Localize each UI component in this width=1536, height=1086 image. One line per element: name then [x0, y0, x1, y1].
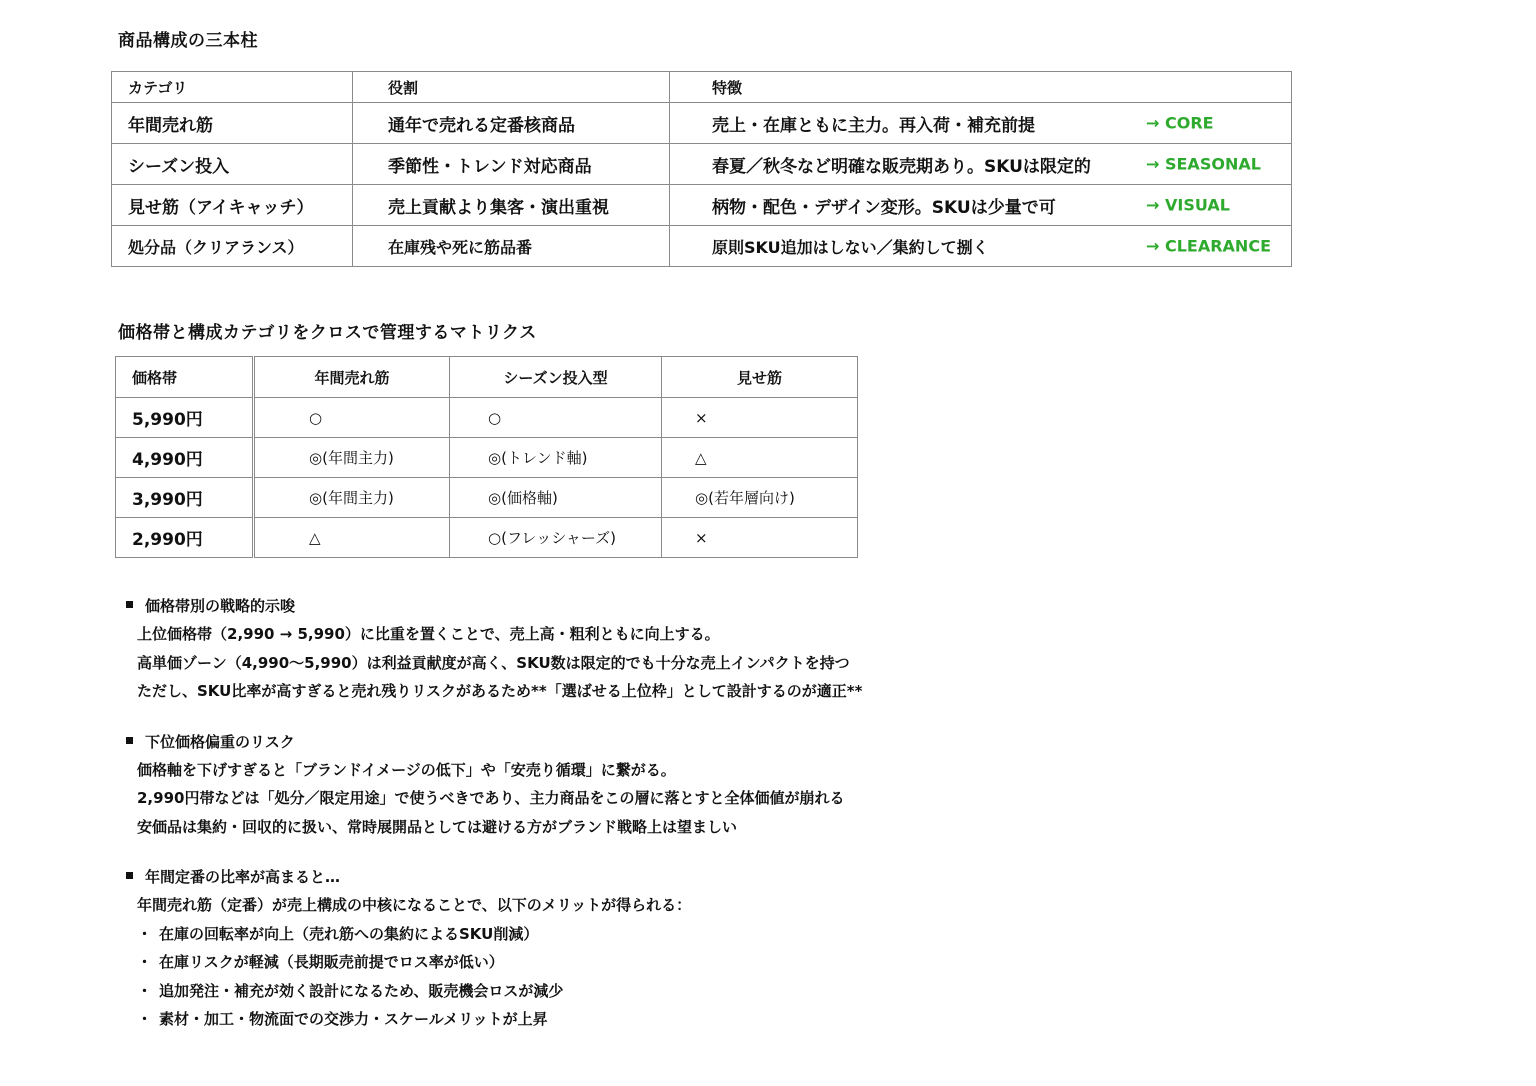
season-cell: ◎(価格軸)	[450, 478, 662, 518]
annual-cell: ◎(年間主力)	[254, 438, 450, 478]
dot-bullet-icon: ・	[137, 924, 153, 943]
square-bullet-icon	[126, 872, 133, 879]
list-item	[126, 1005, 1126, 1034]
annual-cell: ◎(年間主力)	[254, 478, 450, 518]
annual-cell: △	[254, 518, 450, 558]
section2-title: 価格帯と構成カテゴリをクロスで管理するマトリクス	[118, 323, 537, 343]
category-tag: → SEASONAL	[1146, 154, 1261, 174]
role-cell: 売上貢献より集客・演出重視	[353, 185, 670, 226]
price-cell: 2,990円	[116, 518, 254, 558]
category-cell: シーズン投入	[112, 144, 353, 185]
note-title-text: 価格帯別の戦略的示唆	[145, 597, 296, 615]
list-item-text: 素材・加工・物流面での交渉力・スケールメリットが上昇	[159, 1010, 548, 1028]
table-row	[116, 478, 858, 518]
price-cell: 3,990円	[116, 478, 254, 518]
category-tag: → CLEARANCE	[1146, 236, 1271, 256]
price-cell: 5,990円	[116, 398, 254, 438]
table-row	[116, 398, 858, 438]
header-feature: 特徴	[670, 72, 1292, 103]
category-cell: 見せ筋（アイキャッチ）	[112, 185, 353, 226]
visual-cell: ×	[662, 518, 858, 558]
table-row	[116, 518, 858, 558]
category-tag: → CORE	[1146, 113, 1214, 133]
list-item-text: 在庫の回転率が向上（売れ筋への集約によるSKU削減）	[159, 924, 539, 943]
note-title	[126, 592, 1126, 620]
table-header-row	[116, 357, 858, 398]
category-cell: 処分品（クリアランス）	[112, 226, 353, 267]
table-row	[116, 438, 858, 478]
feature-text: 柄物・配色・デザイン変形。SKUは少量で可	[712, 197, 1056, 218]
note-line: 価格軸を下げすぎると「ブランドイメージの低下」や「安売り循環」に繋がる。	[137, 760, 676, 779]
role-cell: 通年で売れる定番核商品	[353, 103, 670, 144]
header-role: 役割	[353, 72, 670, 103]
list-item-text: 追加発注・補充が効く設計になるため、販売機会ロスが減少	[159, 981, 564, 1000]
visual-cell: ×	[662, 398, 858, 438]
visual-cell: △	[662, 438, 858, 478]
square-bullet-icon	[126, 601, 133, 608]
note-title-text: 下位価格偏重のリスク	[145, 732, 295, 751]
list-item	[126, 948, 1126, 977]
season-cell: ○	[450, 398, 662, 438]
list-item-text: 在庫リスクが軽減（長期販売前提でロス率が低い）	[159, 953, 504, 971]
season-cell: ○(フレッシャーズ)	[450, 518, 662, 558]
table-row	[112, 226, 1292, 267]
notes-section	[126, 592, 1126, 1056]
table-row	[112, 144, 1292, 185]
table-header-row	[112, 72, 1292, 103]
note-title	[126, 863, 1126, 891]
note-block	[126, 592, 1126, 706]
note-line: 上位価格帯（2,990 → 5,990）に比重を置くことで、売上高・粗利ともに向上する。	[137, 625, 720, 643]
note-line: 2,990円帯などは「処分／限定用途」で使うべきであり、主力商品をこの層に落とすと全体価値が崩れる	[137, 789, 845, 807]
header-price: 価格帯	[116, 357, 254, 398]
feature-text: 売上・在庫ともに主力。再入荷・補充前提	[712, 115, 1035, 136]
feature-cell	[670, 226, 1292, 267]
feature-cell	[670, 185, 1292, 226]
note-line: 高単価ゾーン（4,990〜5,990）は利益貢献度が高く、SKU数は限定的でも十分な売上インパクトを持つ	[137, 653, 850, 672]
note-line: 年間売れ筋（定番）が売上構成の中核になることで、以下のメリットが得られる：	[137, 896, 692, 914]
feature-cell	[670, 103, 1292, 144]
feature-text: 春夏／秋冬など明確な販売期あり。SKUは限定的	[712, 156, 1091, 177]
note-block	[126, 863, 1126, 1034]
feature-cell	[670, 144, 1292, 185]
category-tag: → VISUAL	[1146, 195, 1230, 215]
feature-text: 原則SKU追加はしない／集約して捌く	[712, 237, 989, 257]
category-cell: 年間売れ筋	[112, 103, 353, 144]
annual-cell: ○	[254, 398, 450, 438]
list-item	[126, 977, 1126, 1006]
price-cell: 4,990円	[116, 438, 254, 478]
note-line: ただし、SKU比率が高すぎると売れ残りリスクがあるため**「選ばせる上位枠」として設計するのが適正**	[137, 682, 863, 700]
dot-bullet-icon: ・	[137, 981, 153, 1000]
note-block	[126, 728, 1126, 842]
square-bullet-icon	[126, 737, 133, 744]
dot-bullet-icon: ・	[137, 1010, 153, 1028]
note-title	[126, 728, 1126, 756]
note-line: 安価品は集約・回収的に扱い、常時展開品としては避ける方がブランド戦略上は望ましい	[137, 817, 738, 836]
dot-bullet-icon: ・	[137, 953, 153, 971]
list-item	[126, 920, 1126, 949]
header-season: シーズン投入型	[450, 357, 662, 398]
visual-cell: ◎(若年層向け)	[662, 478, 858, 518]
note-title-text: 年間定番の比率が高まると…	[145, 868, 341, 886]
header-annual: 年間売れ筋	[254, 357, 450, 398]
role-cell: 在庫残や死に筋品番	[353, 226, 670, 267]
header-category: カテゴリ	[112, 72, 353, 103]
price-matrix-table	[115, 356, 858, 558]
section1-title: 商品構成の三本柱	[118, 31, 258, 51]
header-visual: 見せ筋	[662, 357, 858, 398]
table-row	[112, 103, 1292, 144]
season-cell: ◎(トレンド軸)	[450, 438, 662, 478]
table-row	[112, 185, 1292, 226]
role-cell: 季節性・トレンド対応商品	[353, 144, 670, 185]
pillars-table	[111, 71, 1292, 267]
